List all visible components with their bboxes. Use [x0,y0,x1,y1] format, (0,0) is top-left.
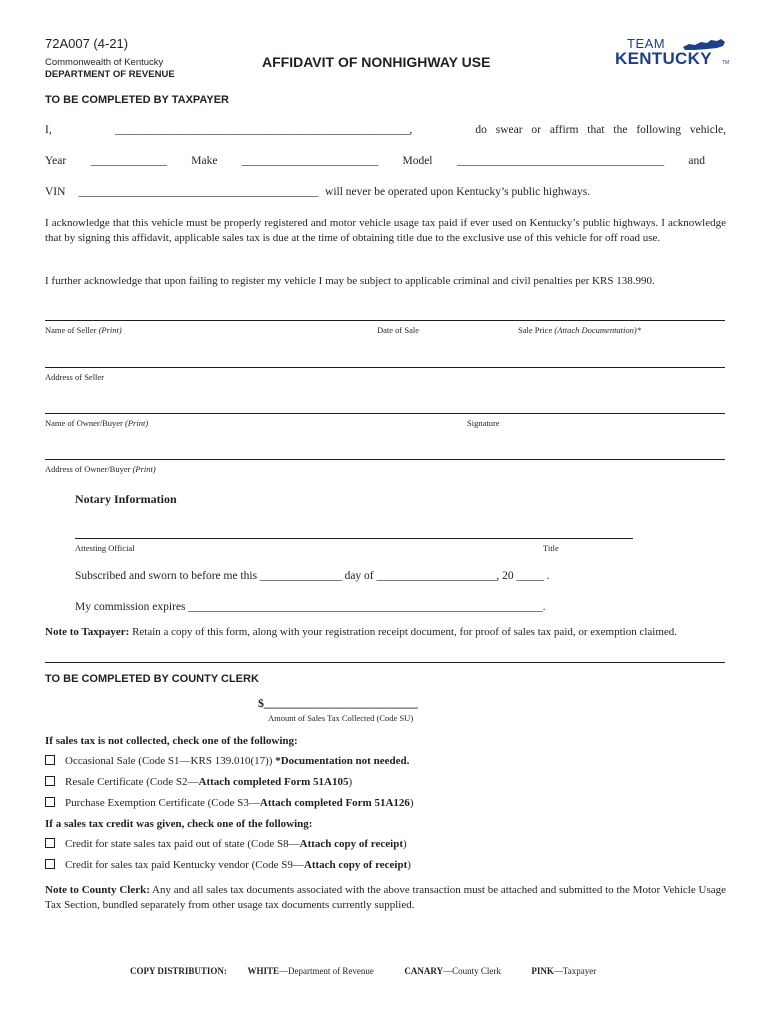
vin-label: VIN [45,186,66,198]
out-of-state-credit-label: Credit for state sales tax paid out of state (Code S8— [65,838,300,850]
notary-year-field[interactable]: _____ [516,570,544,582]
resale-certificate-note: Attach completed Form 51A105 [198,776,349,788]
day-of-label: day of [344,570,374,582]
logo-team-text: TEAM [627,36,666,51]
purchase-exemption-checkbox[interactable] [45,797,55,807]
kentucky-vendor-credit-end: ) [407,859,411,871]
owner-name-caption: Name of Owner/Buyer (Print) [45,418,149,428]
kentucky-vendor-credit-checkbox[interactable] [45,859,55,869]
seller-address-caption: Address of Seller [45,372,105,382]
vehicle-line [45,155,705,167]
date-of-sale-caption: Date of Sale [377,325,420,335]
note-to-taxpayer [45,625,726,640]
acknowledgement-paragraph-2: I further acknowledge that upon failing to register my vehicle I may be subject to applicable criminal and civil penalties per KRS 138.990. [45,275,655,287]
year-field[interactable]: ______________ [90,155,167,167]
commission-label: My commission expires [75,601,186,613]
commonwealth-label: Commonwealth of Kentucky [45,57,164,68]
option-occasional-sale [45,755,409,767]
vin-field[interactable]: ____________________________________________ [78,186,319,198]
purchase-exemption-end: ) [409,797,414,809]
white-copy-text: —Department of Revenue [278,966,374,976]
affirm-suffix: do swear or affirm that the following vehicle, [475,124,726,136]
and-label: and [688,155,705,167]
taxpayer-section-heading: TO BE COMPLETED BY TAXPAYER [45,94,229,106]
attesting-official-line[interactable] [75,538,633,539]
owner-address-caption: Address of Owner/Buyer (Print) [45,464,156,474]
out-of-state-credit-note: Attach copy of receipt [299,838,403,850]
note-to-taxpayer-label: Note to Taxpayer: [45,626,130,638]
notary-heading: Notary Information [75,492,177,506]
logo-trademark: TM [722,60,730,66]
copy-distribution-footer [130,966,596,976]
department-label: DEPARTMENT OF REVENUE [45,69,175,80]
canary-copy-text: —County Clerk [443,966,501,976]
note-to-clerk-text: Any and all sales tax documents associated with the above transaction must be attached and submitted to the Motor Vehicle Usage Tax Section, bundled separately from other usage tax documents currently supplied. [45,884,726,911]
option-purchase-exemption [45,797,414,809]
section-divider [45,662,725,663]
pink-copy-label: PINK [531,966,554,976]
clerk-section-heading: TO BE COMPLETED BY COUNTY CLERK [45,673,259,685]
out-of-state-credit-checkbox[interactable] [45,838,55,848]
occasional-sale-checkbox[interactable] [45,755,55,765]
notary-title-caption: Title [543,543,559,553]
owner-line[interactable] [45,413,725,414]
model-field[interactable]: ______________________________________ [456,155,664,167]
vin-statement: will never be operated upon Kentucky’s public highways. [325,186,591,198]
owner-address-line[interactable] [45,459,725,460]
form-number: 72A007 (4-21) [45,36,129,51]
occasional-sale-label: Occasional Sale (Code S1—KRS 139.010(17)) [65,755,273,767]
pink-copy-text: —Taxpayer [553,966,597,976]
commission-expires-field[interactable]: _________________________________________________________________. [188,601,546,613]
month-field[interactable]: ______________________ [376,570,497,582]
subscribed-line [75,570,550,582]
logo-kentucky-text: KENTUCKY [615,49,712,68]
affiant-name-field[interactable]: ______________________________________________________, [115,124,412,136]
resale-certificate-end: ) [348,776,353,788]
purchase-exemption-label: Purchase Exemption Certificate (Code S3— [65,797,260,809]
vin-line [45,186,590,198]
make-field[interactable]: _________________________ [241,155,379,167]
option-resale-certificate [45,776,352,788]
purchase-exemption-note: Attach completed Form 51A126 [259,797,410,809]
model-label: Model [402,155,433,167]
kentucky-vendor-credit-label: Credit for sales tax paid Kentucky vendor (Code S9— [65,859,304,871]
option-out-of-state-credit [45,838,407,850]
resale-certificate-label: Resale Certificate (Code S2— [65,776,199,788]
resale-certificate-checkbox[interactable] [45,776,55,786]
sales-tax-amount-caption: Amount of Sales Tax Collected (Code SU) [268,713,414,723]
make-label: Make [191,155,218,167]
affirm-prefix: I, [45,124,52,136]
year-prefix: , 20 [496,570,514,582]
year-label: Year [45,155,67,167]
credit-heading: If a sales tax credit was given, check one of the following: [45,818,313,830]
form-title: AFFIDAVIT OF NONHIGHWAY USE [262,54,491,70]
signature-caption: Signature [467,418,500,428]
sales-tax-amount-field[interactable]: $___________________________ [258,696,418,710]
attesting-official-caption: Attesting Official [75,543,135,553]
white-copy-label: WHITE [247,966,279,976]
sale-price-caption: Sale Price (Attach Documentation)* [518,325,641,335]
affirm-line [45,124,726,136]
seller-line[interactable] [45,320,725,321]
kentucky-vendor-credit-note: Attach copy of receipt [303,859,408,871]
seller-name-caption: Name of Seller (Print) [45,325,122,335]
note-to-clerk-label: Note to County Clerk: [45,884,150,896]
commission-line [75,601,545,613]
occasional-sale-note: *Documentation not needed. [275,755,410,767]
option-kentucky-vendor-credit [45,859,411,871]
not-collected-heading: If sales tax is not collected, check one of the following: [45,735,298,747]
note-to-county-clerk [45,883,726,913]
note-to-taxpayer-text: Retain a copy of this form, along with your registration receipt document, for proof of sales tax paid, or exemption claimed. [132,626,678,638]
out-of-state-credit-end: ) [402,838,407,850]
team-kentucky-logo [615,36,730,72]
copy-distribution-label: COPY DISTRIBUTION: [130,966,227,976]
subscribed-label: Subscribed and sworn to before me this [75,570,258,582]
seller-address-line[interactable] [45,367,725,368]
subscribed-day-field[interactable]: _______________ [259,570,342,582]
subscribed-period: . [546,570,550,582]
canary-copy-label: CANARY [404,966,444,976]
acknowledgement-paragraph-1: I acknowledge that this vehicle must be properly registered and motor vehicle usage tax paid if ever used on Kentucky’s public highways. I acknowledge that by signing this affidavit, applicable sales tax is due at the time of obtaining title due to the exclusive use of this vehicle for off road use. [45,217,726,244]
